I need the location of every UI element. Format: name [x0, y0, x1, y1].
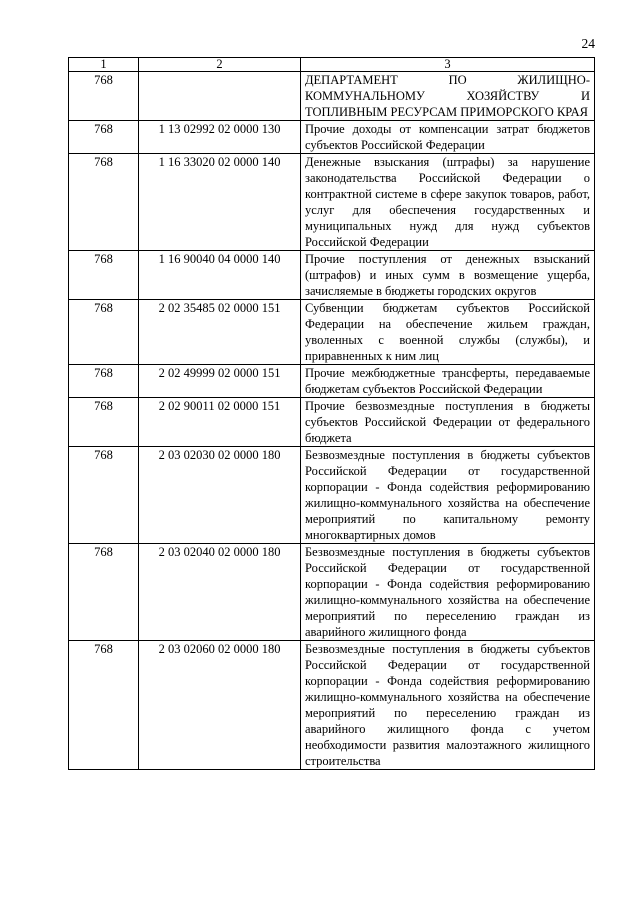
- table-row: [69, 544, 595, 641]
- revenue-code-cell: 2 03 02040 02 0000 180: [139, 544, 301, 641]
- column-header-1: 1: [69, 58, 139, 72]
- table-row: [69, 121, 595, 154]
- table-row: [69, 447, 595, 544]
- column-header-2: 2: [139, 58, 301, 72]
- revenue-code-cell: 2 02 90011 02 0000 151: [139, 398, 301, 447]
- revenue-code-cell: 2 02 49999 02 0000 151: [139, 365, 301, 398]
- admin-code-cell: 768: [69, 544, 139, 641]
- revenue-description-cell: Безвозмездные поступления в бюджеты субъектов Российской Федерации от государственной корпорации - Фонда содействия реформированию жилищно-коммунального хозяйства на обеспечение мероприятий по переселению граждан из аварийного жилищного фонда с учетом необходимости развития малоэтажного жилищного строительства: [301, 641, 595, 770]
- revenue-description-cell: Денежные взыскания (штрафы) за нарушение законодательства Российской Федерации о контрактной системе в сфере закупок товаров, работ, услуг для обеспечения государственных и муниципальных нужд для нужд субъектов Российской Федерации: [301, 154, 595, 251]
- table-row: [69, 154, 595, 251]
- admin-code-cell: 768: [69, 72, 139, 121]
- table-row: [69, 365, 595, 398]
- revenue-code-cell: 2 03 02060 02 0000 180: [139, 641, 301, 770]
- revenue-code-cell: 1 16 90040 04 0000 140: [139, 251, 301, 300]
- revenue-code-cell: 1 13 02992 02 0000 130: [139, 121, 301, 154]
- admin-code-cell: 768: [69, 121, 139, 154]
- admin-code-cell: 768: [69, 251, 139, 300]
- revenue-code-cell: 1 16 33020 02 0000 140: [139, 154, 301, 251]
- revenue-description-cell: Прочие поступления от денежных взысканий (штрафов) и иных сумм в возмещение ущерба, зачисляемые в бюджеты городских округов: [301, 251, 595, 300]
- table-row: [69, 398, 595, 447]
- column-header-3: 3: [301, 58, 595, 72]
- table-row: [69, 300, 595, 365]
- revenue-description-cell: Прочие межбюджетные трансферты, передаваемые бюджетам субъектов Российской Федерации: [301, 365, 595, 398]
- admin-code-cell: 768: [69, 641, 139, 770]
- revenue-description-cell: Прочие доходы от компенсации затрат бюджетов субъектов Российской Федерации: [301, 121, 595, 154]
- table-header-row: [69, 58, 595, 72]
- revenue-description-cell: Прочие безвозмездные поступления в бюджеты субъектов Российской Федерации от федерального бюджета: [301, 398, 595, 447]
- page-number: 24: [581, 36, 595, 51]
- admin-code-cell: 768: [69, 447, 139, 544]
- admin-code-cell: 768: [69, 398, 139, 447]
- admin-code-cell: 768: [69, 154, 139, 251]
- revenue-description-cell: Субвенции бюджетам субъектов Российской Федерации на обеспечение жильем граждан, уволенных с военной службы (службы), и приравненных к ним лиц: [301, 300, 595, 365]
- revenue-code-cell: [139, 72, 301, 121]
- table-row: [69, 251, 595, 300]
- table-row: [69, 72, 595, 121]
- revenue-code-cell: 2 02 35485 02 0000 151: [139, 300, 301, 365]
- revenue-description-cell: Безвозмездные поступления в бюджеты субъектов Российской Федерации от государственной корпорации - Фонда содействия реформированию жилищно-коммунального хозяйства на обеспечение мероприятий по капитальному ремонту многоквартирных домов: [301, 447, 595, 544]
- revenue-codes-table: [68, 57, 595, 770]
- revenue-description-cell: ДЕПАРТАМЕНТ ПО ЖИЛИЩНО-КОММУНАЛЬНОМУ ХОЗЯЙСТВУ И ТОПЛИВНЫМ РЕСУРСАМ ПРИМОРСКОГО КРАЯ: [301, 72, 595, 121]
- admin-code-cell: 768: [69, 365, 139, 398]
- admin-code-cell: 768: [69, 300, 139, 365]
- revenue-code-cell: 2 03 02030 02 0000 180: [139, 447, 301, 544]
- table-row: [69, 641, 595, 770]
- revenue-description-cell: Безвозмездные поступления в бюджеты субъектов Российской Федерации от государственной корпорации - Фонда содействия реформированию жилищно-коммунального хозяйства на обеспечение мероприятий по переселению граждан из аварийного жилищного фонда: [301, 544, 595, 641]
